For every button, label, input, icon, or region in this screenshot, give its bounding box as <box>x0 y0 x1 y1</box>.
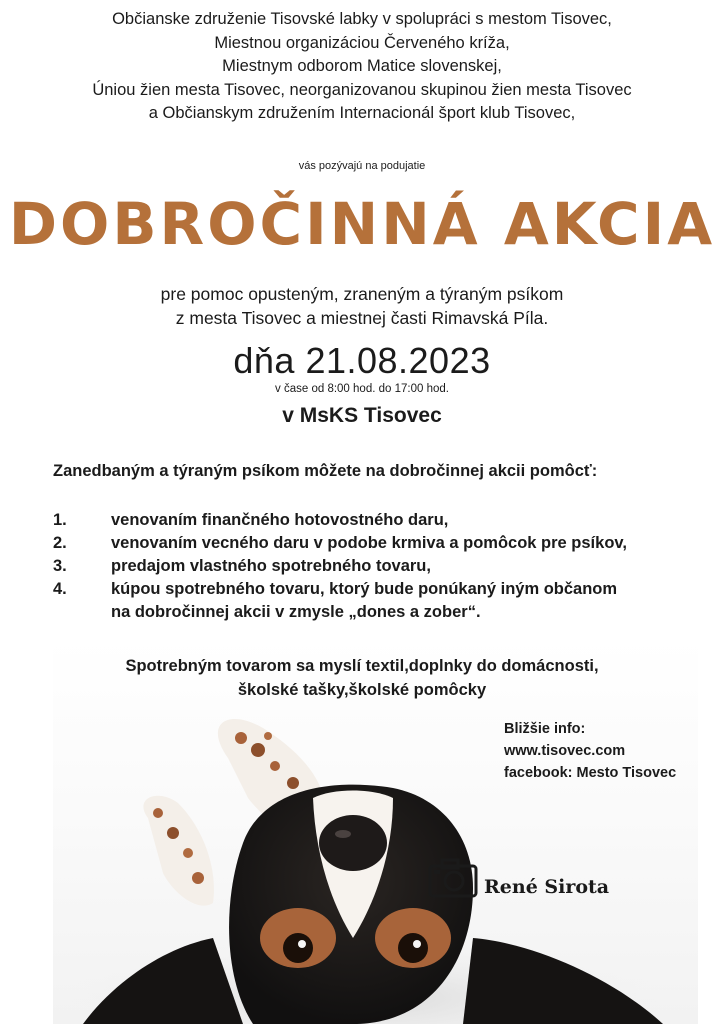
info-facebook: facebook: Mesto Tisovec <box>504 765 677 781</box>
list-item-text: predajom vlastného spotrebného tovaru, <box>111 557 431 575</box>
consumer-goods-note <box>0 654 724 702</box>
list-item-text: venovaním finančného hotovostného daru, <box>111 511 449 529</box>
invite-text: vás pozývajú na podujatie <box>298 160 426 172</box>
list-item-text: na dobročinnej akcii v zmysle „dones a zober“. <box>111 603 481 621</box>
camera-icon <box>428 858 480 898</box>
organizer-line: Úniou žien mesta Tisovec, neorganizovanou skupinou žien mesta Tisovec <box>92 80 632 99</box>
purpose-block <box>0 282 724 330</box>
organizer-line: a Občianskym združením Internacionál šport klub Tisovec, <box>148 104 576 122</box>
event-date: dňa 21.08.2023 <box>233 340 491 381</box>
list-item-number: 3. <box>53 557 67 575</box>
purpose-line: pre pomoc opusteným, zraneným a týraným psíkom <box>160 284 564 304</box>
info-label: Bližšie info: <box>504 721 586 737</box>
event-time: v čase od 8:00 hod. do 17:00 hod. <box>275 383 449 395</box>
purpose-line: z mesta Tisovec a miestnej časti Rimavská Píla. <box>175 308 549 328</box>
list-item-number: 4. <box>53 580 67 598</box>
list-item-number: 2. <box>53 534 67 552</box>
photographer-name: René Sirota <box>484 876 610 898</box>
organizers-block <box>0 8 724 126</box>
info-block <box>504 718 676 784</box>
consumer-note-line: školské tašky,školské pomôcky <box>237 681 487 699</box>
list-item-text: kúpou spotrebného tovaru, ktorý bude ponúkaný iným občanom <box>111 580 618 598</box>
organizer-line: Občianske združenie Tisovské labky v spolupráci s mestom Tisovec, <box>112 10 612 28</box>
list-item-text: venovaním vecného daru v podobe krmiva a pomôcok pre psíkov, <box>111 534 627 552</box>
list-item-number: 1. <box>53 511 67 529</box>
organizer-line: Miestnym odborom Matice slovenskej, <box>222 57 502 75</box>
consumer-note-line: Spotrebným tovarom sa myslí textil,doplnky do domácnosti, <box>125 657 599 675</box>
help-intro: Zanedbaným a týraným psíkom môžete na dobročinnej akcii pomôcť: <box>53 462 598 480</box>
event-headline: DOBROČINNÁ AKCIA <box>8 190 716 258</box>
info-website: www.tisovec.com <box>504 743 626 759</box>
event-place: v MsKS Tisovec <box>282 404 442 427</box>
photo-credit <box>428 858 610 903</box>
organizer-line: Miestnou organizáciou Červeného kríža, <box>214 33 510 52</box>
